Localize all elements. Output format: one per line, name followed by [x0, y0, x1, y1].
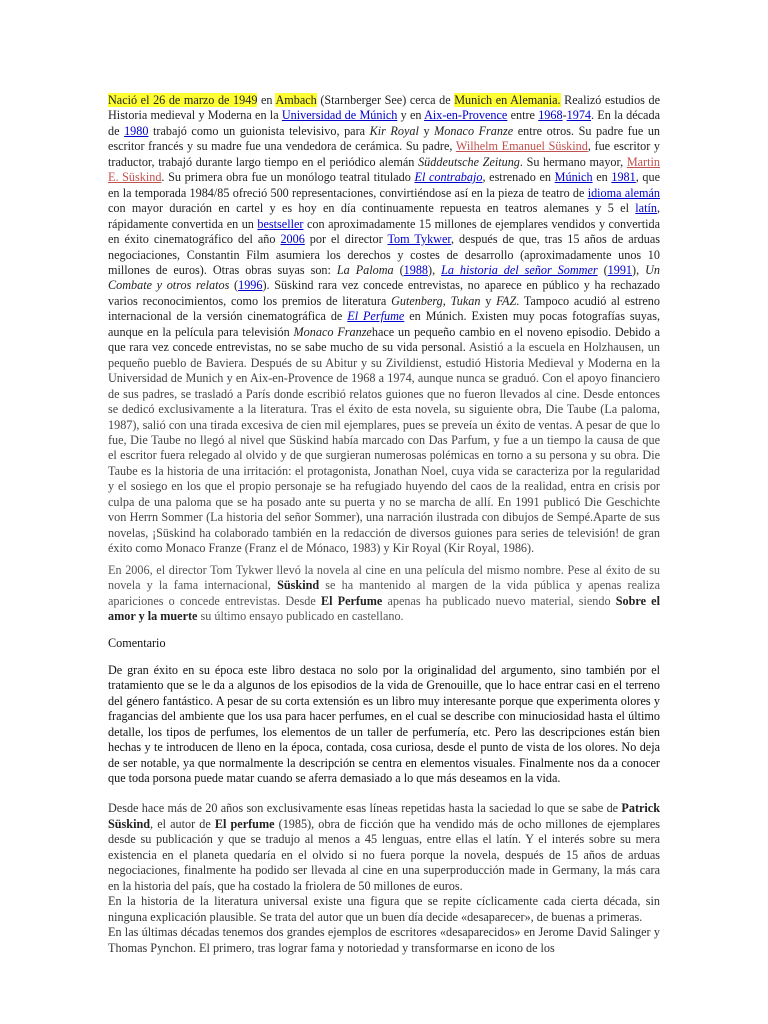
document-page [108, 93, 660, 956]
comentario-paragraph: De gran éxito en su época este libro destaca no solo por la originalidad del argumento, sino también por el tratamiento que se le da a algunos de los episodios de la vida de Grenouille, que lo hace entrar casi en el terreno del género fantástico. A pesar de su corta extensión es un libro muy interesante porque que experimenta olores y fragancias del ambiente que los usa para hacer perfumes, en el cual se describe con minuciosidad hasta el último detalle, los tipos de perfumes, los elementos de un taller de perfumería, etc. Pero las descripciones están bien hechas y te introducen de lleno en la época, contada, cosa curiosa, desde el punto de vista de los olores. No deja de ser notable, ya que normalmente la descripción se centra en elementos visuales. Finalmente nos da a conocer que toda porsona puede matar cuando se aferra demasiado a lo que más deseamos en la vida. [108, 662, 660, 786]
link-1981[interactable]: 1981 [611, 170, 636, 185]
link-1991[interactable]: 1991 [607, 262, 633, 277]
biography-paragraph: Nació el 26 de marzo de 1949 en Ambach (Starnberger See) cerca de Munich en Alemania. Realizó estudios de Historia medieval y Moderna en la Universidad de Múnich y en Aix-en-Provence entre 1968-1974. En la década de 1980 trabajó como un guionista televisivo, para Kir Royal y Monaco Franze entre otros. Su padre fue un escritor francés y su madre fue una vendedora de cerámica. Su padre, Wilhelm Emanuel Süskind, fue escritor y traductor, trabajó durante largo tiempo en el periódico alemán Süddeutsche Zeitung. Su hermano mayor, Martin E. Süskind. Su primera obra fue un monólogo teatral titulado El contrabajo, estrenado en Múnich en 1981, que en la temporada 1984/85 ofreció 500 representaciones, convirtiéndose así en la pieza de teatro de idioma alemán con mayor duración en cartel y es hoy en día continuamente repuesta en teatros alemanes y 5 el latín, rápidamente convertida en un bestseller con aproximadamente 15 millones de ejemplares vendidos y convertida en éxito cinematográfico del año 2006 por el director Tom Tykwer, después de que, tras 15 años de arduas negociaciones, Constantin Film asumiera los derechos y costes de desarrollo (aproximadamente unos 10 millones de euros). Otras obras suyas son: La Paloma (1988), La historia del señor Sommer (1991), Un Combate y otros relatos (1996). Süskind rara vez concede entrevistas, no aparece en público y ha rechazado varios reconocimientos, como los premios de literatura Gutenberg, Tukan y FAZ. Tampoco acudió al estreno internacional de la versión cinematográfica de El Perfume en Múnich. Existen muy pocas fotografías suyas, aunque en la película para televisión Monaco Franzehace un pequeño cambio en el noveno episodio. Debido a que rara vez concede entrevistas, no se sabe mucho de su vida personal. Asistió a la escuela en Holzhausen, un pequeño pueblo de Baviera. Después de su Abitur y su Zivildienst, estudió Historia Medieval y Moderna en la Universidad de Munich y en Aix-en-Provence de 1968 a 1974, aunque nunca se graduó. Con el apoyo financiero de sus padres, se trasladó a París donde escribió relatos guiones que no fueron llevados al cine. Desde entonces se dedicó exclusivamente a la literatura. Tras el éxito de esta novela, su siguiente obra, Die Taube (La paloma, 1987), salió con una tirada excesiva de cien mil ejemplares, pues se preveía un éxito de ventas. A pesar de que lo fue, Die Taube no llegó al nivel que Süskind había marcado con Das Parfum, y fue a un tiempo la causa de que el escritor fuera relegado al olvido y de que surgieran numerosas polémicas en torno a su persona y su obra. Die Taube es la historia de una irritación: el protagonista, Jonathan Noel, cuya vida se caracteriza por la regularidad y el sosiego en los que el propio personaje se ha refugiado huyendo del caos de la realidad, entra en crisis por culpa de una paloma que se ha posado ante su puerta y no se marcha de allí. En 1991 publicó Die Geschichte von Herrn Sommer (La historia del señor Sommer), una narración ilustrada con dibujos de Sempé.Aparte de sus novelas, ¡Süskind ha colaborado también en la redacción de diversos guiones para series de televisión! de gran éxito como Monaco Franze (Franz el de Mónaco, 1983) y Kir Royal (Kir Royal, 1986). [108, 93, 661, 556]
highlight-birth: Nació el 26 de marzo de 1949 [108, 93, 258, 107]
link-martin-e-suskind[interactable]: Martin E. Süskind [108, 154, 660, 185]
film-paragraph: En 2006, el director Tom Tykwer llevó la novela al cine en una película del mismo nombre. Pese al éxito de su novela y la fama internacional, Süskind se ha mantenido al margen de la vida pública y apenas realiza apariciones o concede entrevistas. Desde El Perfume apenas ha publicado nuevo material, siendo Sobre el amor y la muerte su último ensayo publicado en castellano. [108, 562, 660, 623]
link-wilhelm-emanuel-suskind[interactable]: Wilhelm Emanuel Süskind [455, 139, 588, 154]
link-la-historia-del-senor-sommer[interactable]: La historia del señor Sommer [441, 262, 598, 277]
link-el-contrabajo[interactable]: El contrabajo [414, 170, 483, 185]
ultimas-decadas-paragraph: En las últimas décadas tenemos dos grandes ejemplos de escritores «desaparecidos» en Jerome David Salinger y Thomas Pynchon. El primero, tras lograr fama y notoriedad y transformarse en icono de los [108, 925, 660, 955]
link-el-perfume[interactable]: El Perfume [347, 309, 405, 324]
link-bestseller[interactable]: bestseller [257, 216, 304, 231]
highlight-munich: Munich en Alemania. [454, 93, 561, 107]
desde-hace-paragraph: Desde hace más de 20 años son exclusivamente esas líneas repetidas hasta la saciedad lo que se sabe de Patrick Süskind, el autor de El perfume (1985), obra de ficción que ha vendido más de ocho millones de ejemplares desde su publicación y que se tradujo al menos a 45 lenguas, entre ellas el latín. Y el interés sobre su mera existencia en el planeta quedaría en el olvido si no fuera porque la novela, después de 15 años de arduas negociaciones, finalmente ha podido ser llevada al cine en una superproducción made in Germany, la más cara en la historia del país, que ha costado la friolera de 50 millones de euros. [108, 801, 660, 893]
link-1974[interactable]: 1974 [566, 108, 591, 123]
link-idioma-aleman[interactable]: idioma alemán [587, 185, 660, 200]
link-munich[interactable]: Múnich [554, 170, 593, 185]
link-1980[interactable]: 1980 [124, 123, 149, 138]
link-1968[interactable]: 1968 [538, 108, 563, 123]
highlight-ambach: Ambach [275, 93, 317, 107]
link-aix-en-provence[interactable]: Aix-en-Provence [424, 108, 508, 123]
link-1988[interactable]: 1988 [403, 262, 429, 277]
link-1996[interactable]: 1996 [238, 278, 263, 293]
link-universidad-munich[interactable]: Universidad de Múnich [281, 108, 398, 123]
link-tom-tykwer[interactable]: Tom Tykwer [387, 232, 451, 247]
link-2006[interactable]: 2006 [280, 232, 305, 247]
historia-literatura-paragraph: En la historia de la literatura universal existe una figura que se repite cíclicamente cada cierta década, sin ninguna explicación plausible. Se trata del autor que un buen día decide «desaparecer», de buenas a primeras. [108, 894, 660, 924]
comentario-heading: Comentario [108, 636, 166, 651]
link-latin[interactable]: latín [635, 201, 657, 216]
